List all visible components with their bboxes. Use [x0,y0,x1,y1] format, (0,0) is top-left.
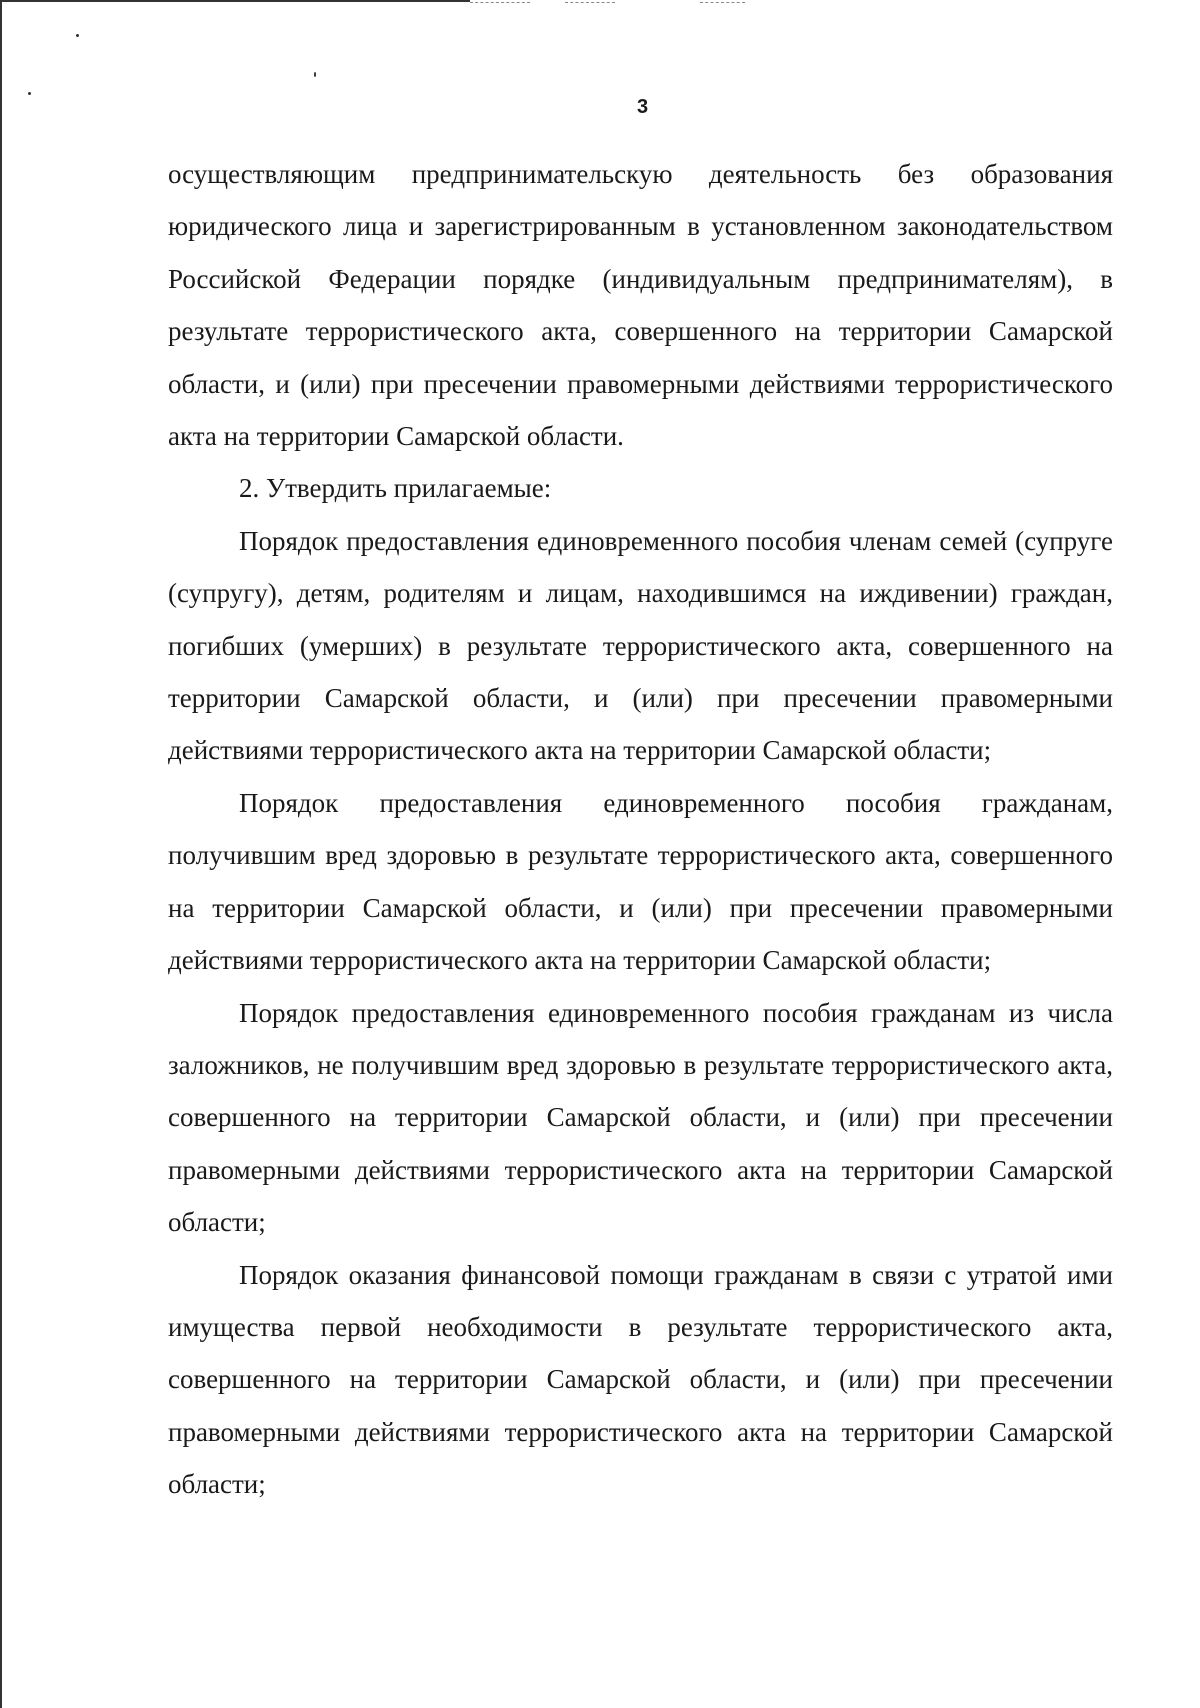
scan-border-fragment [700,2,745,3]
page-number: 3 [636,96,649,118]
scan-border-left [0,0,2,1708]
paragraph: Порядок оказания финансовой помощи гражданам в связи с утратой ими имущества первой необходимости в результате террористического акта, совершенного на территории Самарской области, и (или) при пресечении правомерными действиями террористического акта на территории Самарской области; [168,1259,1113,1500]
paragraph: 2. Утвердить прилагаемые: [239,473,552,504]
scan-border-fragment [470,2,530,3]
scan-border-top [0,0,470,2]
paragraph: осуществляющим предпринимательскую деятельность без образования юридического лица и зарегистрированным в установленном законодательством Российской Федерации порядке (индивидуальным предпринимателям), в результате террористического акта, совершенного на территории Самарской области, и (или) при пресечении правомерными действиями террористического акта на территории Самарской области. [168,159,1113,452]
scan-speck [28,92,31,95]
document-body [168,148,1113,1511]
paragraph: Порядок предоставления единовременного пособия членам семей (супруге (супругу), детям, родителям и лицам, находившимся на иждивении) граждан, погибших (умерших) в результате террористического акта, совершенного на территории Самарской области, и (или) при пресечении правомерными действиями террористического акта на территории Самарской области; [168,525,1113,766]
scan-speck [76,34,79,37]
scan-border-fragment [565,2,615,3]
paragraph: Порядок предоставления единовременного пособия гражданам, получившим вред здоровью в результате террористического акта, совершенного на территории Самарской области, и (или) при пресечении правомерными действиями террористического акта на территории Самарской области; [168,787,1113,976]
scan-speck [314,72,316,77]
paragraph: Порядок предоставления единовременного пособия гражданам из числа заложников, не получившим вред здоровью в результате террористического акта, совершенного на территории Самарской области, и (или) при пресечении правомерными действиями террористического акта на территории Самарской области; [168,997,1113,1238]
